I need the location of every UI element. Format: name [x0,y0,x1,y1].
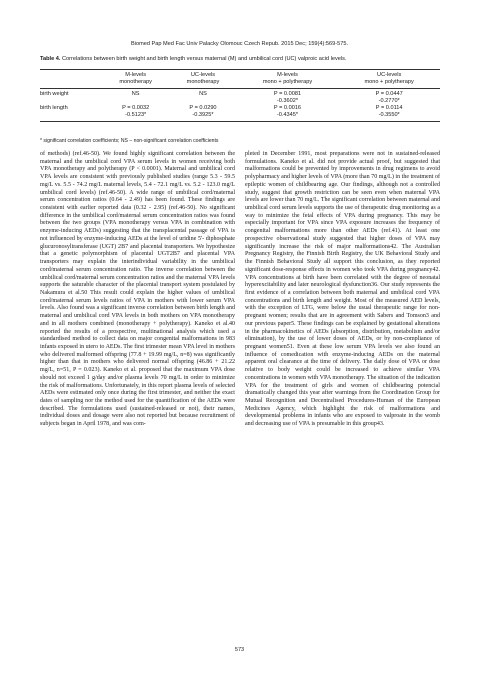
table-cell: -0.3602* [276,98,299,104]
col-header-4: UC-levels [338,70,440,80]
table-cell: P = 0.0447 [375,91,403,97]
body-paragraph: of methods) (ref.46-50). We found highly significant correlation between the maternal and the umbilical cord VPA serum levels in women receiving both VPA monotherapy and polytherapy (P < 0.0001). Maternal and umbilical cord VPA levels are consistent with previously published studies (range 5.3 - 59.5 mg/L vs. 5.5 - 74.2 mg/L maternal levels, 5.4 - 72.1 mg/L vs. 5.2 - 123.0 mg/L umbilical cord levels) (ref.46-50). A wide range of umbilical cord/maternal serum concentration ratios (0.64 - 2.49) has been found. These findings are consistent with earlier reported data (0.32 - 2.95) (ref.46-50). No significant difference in the umbilical cord/maternal serum concentration ratios was found between the two groups (VPA monotherapy versus VPA in combination with enzyme-inducing AEDs) suggesting that the transplacental passage of VPA is not influenced by enzyme-inducing AEDs at the level of uridine 5'- diphosphate glucuronosyltransferase (UGT) 2B7 and placental transporters. We hypothesize that a genetic polymorphism of placental UGT2B7 and placental VPA transporters may explain the interindividual variability in the umbilical cord/maternal serum concentration ratio. The inverse correlation between the umbilical cord/maternal serum concentration ratios and the maternal VPA levels supports the saturable character of the placental transport system postulated by Nakamura et al.50 This result could explain the higher values of umbilical cord/maternal serum levels ratios of VPA in mothers with lower serum VPA levels. Also found was a significant inverse correlation between birth length and maternal and umbilical cord VPA levels in both mothers on VPA monotherapy and in all mothers combined (monotherapy + polytherapy). Kaneko et al.40 reported the results of a prospective, multinational analysis which used a standardised method to collect data on major congenital malformations in 983 infants exposed in utero to AEDs. The first trimester mean VPA level in mothers who delivered malformed offspring (77.8 + 19.99 mg/L, n=8) was significantly higher than that in mothers who delivered normal offspring (46.86 + 21.22 mg/L, n=51, P = 0.023). Kaneko et al. proposed that the maximum VPA dose should not exceed 1 g/day and/or plasma levels 70 mg/L in order to minimize the risk of malformations. Unfortunately, in this report plasma levels of selected AEDs were estimated only once during the first trimester, and neither the exact dates of sampling nor the method used for the quantification of the AEDs were described. The formulations used (sustained-released or not), their names, individual doses and dosage were also not reported but because recruitment of subjects began in April 1978, and was com- [40,151,235,428]
row-label: birth weight [40,91,69,97]
row-label-header [40,70,102,80]
table-cell: NS [131,91,140,97]
table-cell: P = 0.0016 [273,105,302,111]
correlation-table [40,69,440,122]
table-cell: P = 0.0032 [122,105,150,111]
table-caption [40,56,440,63]
col-header-1: M-levels [102,70,169,80]
table-row [40,89,440,99]
table-cell: P = 0.0081 [273,91,302,97]
col-subheader-3: mono + polytherapy [237,79,339,89]
col-subheader-1: monotherapy [102,79,169,89]
table-row [40,98,440,105]
col-header-3: M-levels [237,70,339,80]
table-row [40,105,440,112]
row-label: birth length [40,105,68,111]
table-row [40,112,440,122]
table-cell: -0.5123* [102,112,169,122]
table-cell: -0.2770* [378,98,400,104]
table-cell: -0.3925* [169,112,236,122]
table-cell: NS [199,91,207,97]
journal-header: Biomed Pap Med Fac Univ Palacky Olomouc Czech Repub. 2015 Dec; 159(4):569-575. [130,41,349,47]
col-subheader-2: monotherapy [169,79,236,89]
table-cell: -0.3550* [338,112,440,122]
table-cell: P = 0.0290 [189,105,217,111]
body-column-left [40,151,235,429]
table-title: Correlations between birth weight and birth length versus maternal (M) and umbilical cord (UC) valproic acid levels. [61,56,347,62]
body-paragraph: pleted in December 1991, most preparations were not in sustained-released formulations. Kaneko et al. did not provide actual proof, but suggested that malformations could be prevented by improvements in drug regimens to avoid polypharmacy and higher levels of VPA (more than 70 mg/L) in the treatment of epileptic women of childbearing age. Our findings, although not a controlled study, suggest that growth restriction can be seen even when maternal VPA levels are lower than 70 mg/L. The significant correlation between maternal and umbilical cord serum levels supports the use of therapeutic drug monitoring as a way to minimize the fetal effects of VPA during pregnancy. This may be especially important for VPA since VPA exposure increases the frequency of congenital malformations more than other AEDs (ref.41). At least one prospective observational study suggested that higher doses of VPA may significantly increase the risk of major malformations42. The Australian Pregnancy Registry, the Finnish Birth Registry, the UK Behavioral Study and the Finnish Behavioral Study all support this conclusion, as they reported significant dose-response effects in women who took VPA during pregnancy42. VPA concentrations at birth have been correlated with the degree of neonatal hyperexcitability and later neurological dysfunction36. Our study represents the first evidence of a correlation between both maternal and umbilical cord VPA concentrations and birth length and weight. Most of the measured AED levels, with the exception of LTG, were below the usual therapeutic range for non-pregnant women; results that are in agreement with Sabers and Tomson3 and our previous paper5. These findings can be explained by gestational alterations in the pharmacokinetics of AEDs (absorption, distribution, metabolism and/or elimination), by the use of lower doses of AEDs, or by non-compliance of pregnant women51. Even at these low serum VPA levels we also found an influence of comedication with enzyme-inducing AEDs on the maternal apparent oral clearance at the time of delivery. The daily dose of VPA or dose relative to body weight could be increased to achieve similar VPA concentrations in women with VPA monotherapy. The situation of the indication VPA for the treatment of girls and women of childbearing potencial dramatically changed this year after warnings from the Coordination Group for Mutual Recognition and Decentralised Procedures-Human of the European Medicines Agency, which highlight the risk of malformations and developmental problems in infants who are exposed to valproate in the womb and decreasing use of VPA is presumable in this group43. [245,151,440,428]
body-column-right [245,151,440,429]
table-cell: P = 0.0114 [375,105,403,111]
table-footnote: * significant correlation coefficients; NS – non-significant correlation coefficients [40,138,219,144]
table-cell: -0.4345* [237,112,339,122]
table-label: Table 4. [40,56,61,62]
col-header-2: UC-levels [169,70,236,80]
page-number: 573 [234,647,245,653]
col-subheader-4: mono + polytherapy [338,79,440,89]
